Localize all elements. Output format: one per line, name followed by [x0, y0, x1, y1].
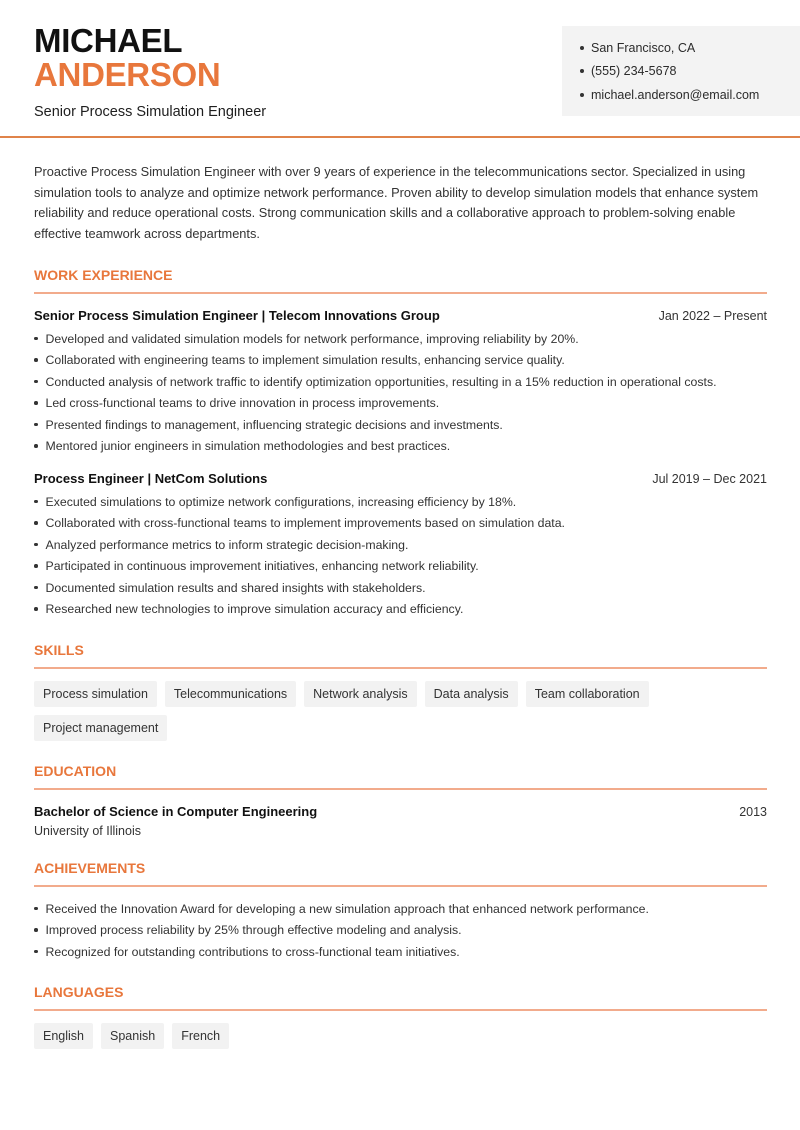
skill-chip: Process simulation [34, 681, 157, 707]
contact-email [580, 83, 800, 107]
bullet-icon [580, 46, 584, 50]
bullet-text: Executed simulations to optimize network configurations, increasing efficiency by 18%. [45, 494, 517, 509]
bullet-icon [34, 564, 38, 568]
job-entry [34, 471, 767, 620]
bullet-text: Led cross-functional teams to drive innovation in process improvements. [45, 396, 440, 411]
degree: Bachelor of Science in Computer Engineering [34, 803, 318, 819]
bullet-icon [34, 928, 38, 932]
location-text: San Francisco, CA [591, 40, 696, 55]
bullet-icon [34, 543, 38, 547]
bullet-text: Documented simulation results and shared insights with stakeholders. [45, 580, 426, 595]
education-header [34, 804, 767, 819]
phone-text: (555) 234-5678 [591, 64, 677, 79]
list-item [34, 898, 767, 920]
section-title-skills: SKILLS [34, 642, 767, 669]
bullet-text: Participated in continuous improvement initiatives, enhancing network reliability. [45, 559, 479, 574]
job-header [34, 471, 767, 486]
skill-chip: Team collaboration [526, 681, 649, 707]
last-name: ANDERSON [34, 56, 221, 93]
languages-list [34, 1023, 767, 1049]
bullet-icon [34, 950, 38, 954]
bullet-icon [34, 586, 38, 590]
skills-list [34, 681, 767, 741]
skill-chip: Network analysis [304, 681, 416, 707]
list-item [34, 349, 767, 371]
job-bullets [34, 328, 767, 457]
bullet-icon [34, 907, 38, 911]
email-text: michael.anderson@email.com [591, 87, 760, 102]
bullet-text: Researched new technologies to improve simulation accuracy and efficiency. [45, 602, 464, 617]
bullet-text: Developed and validated simulation models for network performance, improving reliability by 20%. [45, 331, 579, 346]
achievements-list [34, 898, 767, 963]
bullet-icon [34, 380, 38, 384]
bullet-text: Improved process reliability by 25% through effective modeling and analysis. [45, 923, 462, 938]
list-item [34, 491, 767, 513]
school: University of Illinois [34, 823, 141, 838]
skill-chip: Project management [34, 715, 167, 741]
bullet-icon [34, 337, 38, 341]
section-title-languages: LANGUAGES [34, 984, 767, 1011]
list-item [34, 512, 767, 534]
list-item [34, 941, 767, 963]
list-item [34, 919, 767, 941]
education-entry [34, 804, 767, 838]
job-dates: Jan 2022 – Present [658, 308, 767, 323]
bullet-text: Mentored junior engineers in simulation methodologies and best practices. [45, 439, 451, 454]
section-title-education: EDUCATION [34, 763, 767, 790]
bullet-icon [580, 69, 584, 73]
contact-box [562, 26, 800, 116]
job-header [34, 308, 767, 323]
job-bullets [34, 491, 767, 620]
contact-phone [580, 60, 800, 84]
list-item [34, 328, 767, 350]
list-item [34, 555, 767, 577]
bullet-text: Conducted analysis of network traffic to identify optimization opportunities, resulting in a 15% reduction in operational costs. [45, 374, 717, 389]
bullet-text: Collaborated with cross-functional teams to implement improvements based on simulation data. [45, 516, 565, 531]
section-title-achievements: ACHIEVEMENTS [34, 860, 767, 887]
job-title-headline: Senior Process Simulation Engineer [34, 104, 267, 120]
bullet-icon [34, 401, 38, 405]
list-item [34, 371, 767, 393]
language-chip: French [172, 1023, 229, 1049]
bullet-icon [34, 444, 38, 448]
list-item [34, 435, 767, 457]
bullet-icon [34, 358, 38, 362]
language-chip: Spanish [101, 1023, 164, 1049]
bullet-icon [34, 423, 38, 427]
bullet-icon [34, 607, 38, 611]
contact-location [580, 36, 800, 60]
bullet-icon [34, 500, 38, 504]
list-item [34, 414, 767, 436]
bullet-icon [580, 93, 584, 97]
job-heading: Process Engineer | NetCom Solutions [34, 470, 268, 486]
skill-chip: Telecommunications [165, 681, 296, 707]
skill-chip: Data analysis [425, 681, 518, 707]
job-dates: Jul 2019 – Dec 2021 [652, 471, 767, 486]
name-block [34, 24, 266, 120]
bullet-text: Analyzed performance metrics to inform strategic decision-making. [45, 537, 409, 552]
graduation-year: 2013 [739, 804, 767, 819]
resume-body [34, 162, 767, 1049]
bullet-text: Recognized for outstanding contributions to cross-functional team initiatives. [45, 944, 460, 959]
bullet-text: Collaborated with engineering teams to implement simulation results, enhancing service quality. [45, 353, 565, 368]
first-name: MICHAEL [34, 22, 183, 59]
bullet-icon [34, 521, 38, 525]
job-heading: Senior Process Simulation Engineer | Telecom Innovations Group [34, 307, 440, 323]
bullet-text: Received the Innovation Award for developing a new simulation approach that enhanced network performance. [45, 901, 649, 916]
resume-header [0, 0, 800, 138]
list-item [34, 534, 767, 556]
summary: Proactive Process Simulation Engineer with over 9 years of experience in the telecommunications sector. Specialized in using simulation tools to analyze and optimize network performance. Proven ability to develop simulation models that enhance system reliability and reduce operational costs. Strong communication skills and a collaborative approach to problem-solving enable effective teamwork across departments. [34, 164, 759, 242]
job-entry [34, 308, 767, 457]
list-item [34, 598, 767, 620]
list-item [34, 577, 767, 599]
bullet-text: Presented findings to management, influencing strategic decisions and investments. [45, 417, 503, 432]
language-chip: English [34, 1023, 93, 1049]
section-title-work-experience: WORK EXPERIENCE [34, 267, 767, 294]
list-item [34, 392, 767, 414]
